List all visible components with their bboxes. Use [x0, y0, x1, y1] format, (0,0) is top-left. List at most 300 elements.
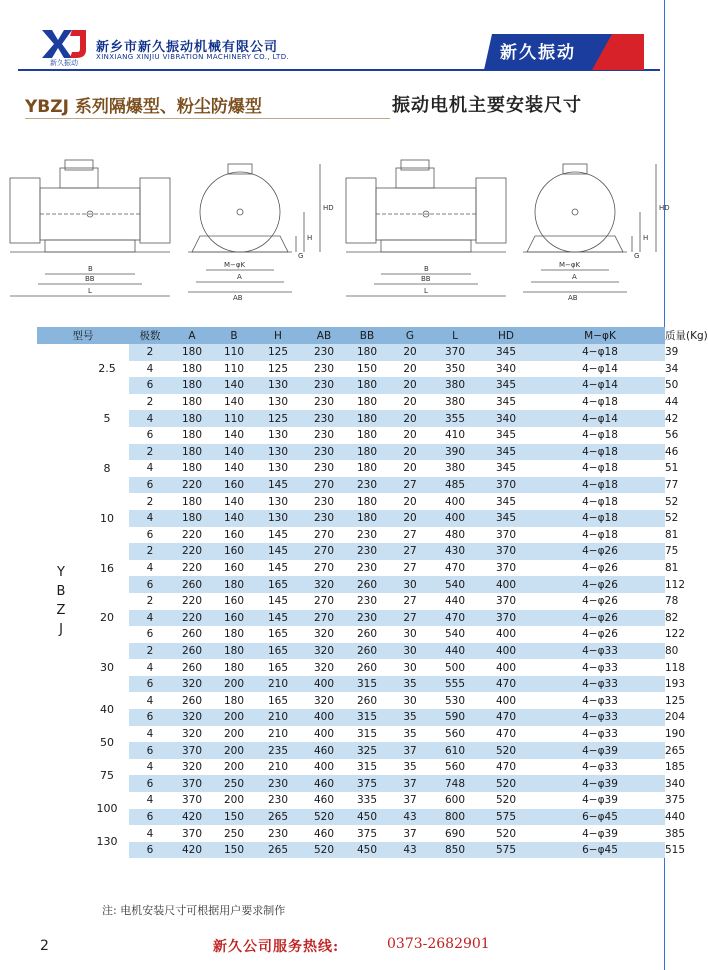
table-cell: 345 [477, 427, 535, 444]
table-cell: 370 [477, 593, 535, 610]
table-cell: 20 [387, 344, 433, 361]
table-cell: 200 [213, 742, 255, 759]
table-cell: 30 [387, 626, 433, 643]
table-cell: 130 [255, 394, 301, 411]
table-cell: 4−φ33 [535, 726, 665, 743]
table-cell: 370 [477, 527, 535, 544]
table-row: 4 220 160 145 270 230 27 470 370 4−φ26 82 [37, 610, 665, 627]
table-row: 130 4 370 250 230 460 375 37 690 520 4−φ39 385 [37, 825, 665, 842]
table-cell: 35 [387, 676, 433, 693]
brand-tag-label: 新久振动 [500, 43, 576, 63]
company-name-cn: 新乡市新久振动机械有限公司 [96, 40, 279, 55]
table-row: 6 220 160 145 270 230 27 485 370 4−φ18 77 [37, 477, 665, 494]
table-cell: 320 [171, 759, 213, 776]
table-cell: 27 [387, 543, 433, 560]
table-cell: 130 [255, 510, 301, 527]
table-cell: 180 [171, 410, 213, 427]
table-cell: 110 [213, 361, 255, 378]
table-cell: 230 [301, 377, 347, 394]
size-cell: 2.5 [85, 344, 129, 394]
table-cell: 520 [477, 792, 535, 809]
table-cell: 4−φ14 [535, 410, 665, 427]
table-cell: 230 [255, 775, 301, 792]
model-letter: Z [56, 603, 66, 619]
table-cell: 200 [213, 676, 255, 693]
table-cell: 140 [213, 460, 255, 477]
table-cell: 180 [347, 427, 387, 444]
label-A-2: A [572, 273, 577, 281]
table-cell: 230 [347, 610, 387, 627]
label-A-1: A [237, 273, 242, 281]
size-cell: 130 [85, 825, 129, 858]
size-cell: 20 [85, 593, 129, 643]
dimension-table [37, 327, 708, 858]
table-cell: 6 [129, 427, 171, 444]
table-cell: 575 [477, 809, 535, 826]
table-row: 100 4 370 200 230 460 335 37 600 520 4−φ39 375 [37, 792, 665, 809]
table-cell: 180 [213, 692, 255, 709]
table-cell: 180 [171, 427, 213, 444]
table-cell: 6 [129, 576, 171, 593]
table-cell: 165 [255, 643, 301, 660]
table-cell: 6 [129, 709, 171, 726]
table-cell: 30 [387, 576, 433, 593]
table-row: 40 4 260 180 165 320 260 30 530 400 4−φ33 125 [37, 692, 665, 709]
table-cell: 2 [129, 344, 171, 361]
size-cell: 16 [85, 543, 129, 593]
table-row: 6 260 180 165 320 260 30 540 400 4−φ26 112 [37, 576, 665, 593]
table-cell: 4 [129, 410, 171, 427]
table-cell: 6 [129, 742, 171, 759]
column-header: M−φK [535, 327, 665, 344]
table-cell: 470 [433, 610, 477, 627]
table-cell: 4 [129, 759, 171, 776]
table-cell: 160 [213, 543, 255, 560]
table-cell: 230 [301, 460, 347, 477]
table-cell: 315 [347, 709, 387, 726]
table-cell: 850 [433, 842, 477, 859]
table-row: 4 180 140 130 230 180 20 380 345 4−φ18 51 [37, 460, 665, 477]
table-cell: 345 [477, 493, 535, 510]
table-cell: 400 [301, 759, 347, 776]
table-cell: 220 [171, 543, 213, 560]
table-header-row: 型号 极数 A B H AB BB G L HD M−φK 质量(Kg) [37, 327, 665, 344]
table-cell: 20 [387, 444, 433, 461]
table-cell: 180 [171, 377, 213, 394]
table-cell: 345 [477, 460, 535, 477]
table-cell: 320 [301, 659, 347, 676]
table-cell: 340 [477, 361, 535, 378]
table-cell: 345 [477, 377, 535, 394]
table-cell: 4 [129, 510, 171, 527]
size-cell: 5 [85, 394, 129, 444]
table-cell: 320 [171, 709, 213, 726]
table-cell: 180 [171, 394, 213, 411]
table-cell: 400 [433, 493, 477, 510]
table-cell: 420 [171, 842, 213, 859]
logo-caption: 新久振动 [50, 59, 78, 67]
table-cell: 345 [477, 394, 535, 411]
table-cell: 375 [347, 775, 387, 792]
table-cell: 180 [171, 444, 213, 461]
table-cell: 520 [477, 825, 535, 842]
table-cell: 20 [387, 427, 433, 444]
table-cell: 165 [255, 692, 301, 709]
table-cell: 180 [171, 361, 213, 378]
table-cell: 315 [347, 726, 387, 743]
table-cell: 260 [171, 692, 213, 709]
table-cell: 6 [129, 809, 171, 826]
table-cell: 27 [387, 477, 433, 494]
table-cell: 230 [301, 493, 347, 510]
table-cell: 370 [171, 742, 213, 759]
size-cell: 10 [85, 493, 129, 543]
table-cell: 4−φ18 [535, 394, 665, 411]
table-cell: 4−φ14 [535, 361, 665, 378]
model-letter: B [56, 584, 66, 600]
table-cell: 37 [387, 775, 433, 792]
table-cell: 180 [347, 344, 387, 361]
table-cell: 690 [433, 825, 477, 842]
table-cell: 35 [387, 709, 433, 726]
motor-side-view-2 [346, 160, 506, 296]
table-cell: 4−φ26 [535, 560, 665, 577]
table-cell: 125 [255, 410, 301, 427]
table-row: 16 2 220 160 145 270 230 27 430 370 4−φ26 75 [37, 543, 665, 560]
size-cell: 100 [85, 792, 129, 825]
model-letter: Y [57, 565, 65, 581]
table-cell: 320 [301, 692, 347, 709]
table-cell: 140 [213, 493, 255, 510]
motor-dimension-drawings [0, 150, 680, 310]
table-cell: 145 [255, 543, 301, 560]
table-row: 8 2 180 140 130 230 180 20 390 345 4−φ18 46 [37, 444, 665, 461]
table-cell: 145 [255, 560, 301, 577]
table-cell: 470 [477, 726, 535, 743]
company-logo-icon [38, 28, 90, 66]
table-cell: 220 [171, 527, 213, 544]
table-cell: 590 [433, 709, 477, 726]
table-cell: 180 [347, 410, 387, 427]
table-cell: 2 [129, 543, 171, 560]
size-cell: 30 [85, 643, 129, 693]
table-row: 6 260 180 165 320 260 30 540 400 4−φ26 122 [37, 626, 665, 643]
table-cell: 230 [301, 444, 347, 461]
table-cell: 540 [433, 576, 477, 593]
table-cell: 460 [301, 775, 347, 792]
label-L-2: L [424, 287, 428, 295]
table-cell: 150 [347, 361, 387, 378]
table-cell: 315 [347, 759, 387, 776]
table-cell: 235 [255, 742, 301, 759]
table-cell: 4−φ18 [535, 510, 665, 527]
table-cell: 260 [171, 626, 213, 643]
table-cell: 4−φ18 [535, 477, 665, 494]
table-cell: 130 [255, 493, 301, 510]
column-header: H [255, 327, 301, 344]
column-header: 型号 [37, 327, 129, 344]
table-cell: 370 [171, 792, 213, 809]
column-header: A [171, 327, 213, 344]
table-cell: 160 [213, 527, 255, 544]
table-cell: 520 [477, 742, 535, 759]
table-cell: 210 [255, 709, 301, 726]
table-row: 6 320 200 210 400 315 35 590 470 4−φ33 204 [37, 709, 665, 726]
table-row: 6 320 200 210 400 315 35 555 470 4−φ33 193 [37, 676, 665, 693]
table-cell: 150 [213, 842, 255, 859]
table-cell: 20 [387, 377, 433, 394]
table-cell: 220 [171, 593, 213, 610]
table-cell: 4−φ33 [535, 659, 665, 676]
table-cell: 520 [301, 842, 347, 859]
table-cell: 370 [477, 560, 535, 577]
label-BB-2: BB [421, 275, 431, 283]
table-cell: 270 [301, 543, 347, 560]
model-cell [37, 344, 85, 858]
table-cell: 460 [301, 742, 347, 759]
table-cell: 35 [387, 726, 433, 743]
table-cell: 4−φ33 [535, 759, 665, 776]
table-cell: 220 [171, 610, 213, 627]
table-cell: 460 [301, 792, 347, 809]
table-cell: 43 [387, 842, 433, 859]
table-cell: 4 [129, 361, 171, 378]
label-MK-2: M−φK [559, 261, 581, 269]
table-cell: 6 [129, 676, 171, 693]
table-cell: 165 [255, 626, 301, 643]
table-cell: 180 [213, 643, 255, 660]
footer-note: 注: 电机安装尺寸可根据用户要求制作 [102, 904, 286, 917]
table-row: Y B Z J 2.5 2 180 110 125 230 180 20 370 345 4−φ18 39 [37, 344, 665, 361]
table-cell: 125 [255, 361, 301, 378]
table-cell: 270 [301, 527, 347, 544]
table-row: 30 2 260 180 165 320 260 30 440 400 4−φ33 80 [37, 643, 665, 660]
table-cell: 110 [213, 410, 255, 427]
label-B-2: B [424, 265, 429, 273]
table-cell: 370 [477, 477, 535, 494]
table-cell: 27 [387, 527, 433, 544]
table-cell: 4 [129, 726, 171, 743]
table-cell: 345 [477, 444, 535, 461]
table-cell: 6 [129, 527, 171, 544]
table-cell: 180 [347, 394, 387, 411]
table-cell: 30 [387, 659, 433, 676]
table-cell: 230 [347, 477, 387, 494]
table-cell: 270 [301, 610, 347, 627]
table-cell: 320 [171, 726, 213, 743]
table-cell: 340 [477, 410, 535, 427]
table-cell: 145 [255, 527, 301, 544]
model-letter: J [59, 622, 63, 638]
motor-side-view-1 [10, 160, 170, 296]
table-cell: 37 [387, 792, 433, 809]
table-cell: 140 [213, 427, 255, 444]
table-cell: 230 [255, 792, 301, 809]
table-cell: 180 [213, 626, 255, 643]
label-MK-1: M−φK [224, 261, 246, 269]
table-cell: 145 [255, 477, 301, 494]
motor-end-view-1 [188, 164, 334, 302]
table-cell: 4−φ39 [535, 775, 665, 792]
page-header [0, 0, 680, 80]
table-row: 6 180 140 130 230 180 20 410 345 4−φ18 56 [37, 427, 665, 444]
table-cell: 27 [387, 593, 433, 610]
table-cell: 130 [255, 444, 301, 461]
table-row: 5 2 180 140 130 230 180 20 380 345 4−φ18 44 [37, 394, 665, 411]
table-cell: 180 [171, 493, 213, 510]
table-cell: 2 [129, 643, 171, 660]
table-cell: 200 [213, 709, 255, 726]
table-cell: 20 [387, 510, 433, 527]
table-cell: 460 [301, 825, 347, 842]
table-cell: 30 [387, 643, 433, 660]
table-cell: 4−φ14 [535, 377, 665, 394]
table-cell: 180 [347, 444, 387, 461]
table-cell: 6 [129, 626, 171, 643]
table-cell: 520 [301, 809, 347, 826]
table-cell: 4−φ26 [535, 626, 665, 643]
table-cell: 800 [433, 809, 477, 826]
table-cell: 400 [301, 726, 347, 743]
table-cell: 140 [213, 377, 255, 394]
table-cell: 335 [347, 792, 387, 809]
table-cell: 230 [347, 560, 387, 577]
table-cell: 400 [477, 643, 535, 660]
table-cell: 6 [129, 377, 171, 394]
table-cell: 350 [433, 361, 477, 378]
column-header: L [433, 327, 477, 344]
table-cell: 4−φ18 [535, 444, 665, 461]
table-cell: 180 [171, 344, 213, 361]
table-row: 20 2 220 160 145 270 230 27 440 370 4−φ26 78 [37, 593, 665, 610]
table-cell: 27 [387, 560, 433, 577]
table-cell: 560 [433, 726, 477, 743]
table-cell: 6−φ45 [535, 809, 665, 826]
table-cell: 270 [301, 477, 347, 494]
table-cell: 320 [171, 676, 213, 693]
table-cell: 180 [347, 460, 387, 477]
table-body [37, 344, 686, 858]
column-header: BB [347, 327, 387, 344]
table-cell: 43 [387, 809, 433, 826]
size-cell: 75 [85, 759, 129, 792]
page-number: 2 [40, 938, 49, 954]
table-cell: 370 [477, 610, 535, 627]
table-cell: 260 [347, 659, 387, 676]
table-cell: 180 [171, 460, 213, 477]
table-cell: 260 [347, 576, 387, 593]
table-cell: 210 [255, 726, 301, 743]
table-cell: 20 [387, 361, 433, 378]
table-cell: 320 [301, 643, 347, 660]
table-cell: 2 [129, 444, 171, 461]
table-cell: 4−φ18 [535, 427, 665, 444]
table-row: 6 220 160 145 270 230 27 480 370 4−φ18 81 [37, 527, 665, 544]
table-cell: 260 [347, 692, 387, 709]
table-cell: 145 [255, 610, 301, 627]
table-cell: 210 [255, 759, 301, 776]
table-cell: 4−φ39 [535, 792, 665, 809]
table-cell: 470 [477, 759, 535, 776]
table-cell: 4 [129, 460, 171, 477]
table-cell: 230 [347, 593, 387, 610]
table-cell: 230 [255, 825, 301, 842]
table-row: 50 4 320 200 210 400 315 35 560 470 4−φ33 190 [37, 726, 665, 743]
table-cell: 160 [213, 560, 255, 577]
column-header: 极数 [129, 327, 171, 344]
table-cell: 345 [477, 510, 535, 527]
table-cell: 30 [387, 692, 433, 709]
table-cell: 6 [129, 477, 171, 494]
table-cell: 325 [347, 742, 387, 759]
column-header: AB [301, 327, 347, 344]
table-cell: 37 [387, 742, 433, 759]
table-cell: 230 [301, 344, 347, 361]
table-cell: 260 [171, 643, 213, 660]
table-cell: 610 [433, 742, 477, 759]
table-cell: 27 [387, 610, 433, 627]
table-cell: 370 [171, 775, 213, 792]
table-row: 4 260 180 165 320 260 30 500 400 4−φ33 118 [37, 659, 665, 676]
table-cell: 400 [477, 659, 535, 676]
table-cell: 4−φ39 [535, 825, 665, 842]
table-cell: 200 [213, 792, 255, 809]
label-H-1: H [307, 234, 313, 242]
table-cell: 4 [129, 792, 171, 809]
table-cell: 250 [213, 775, 255, 792]
table-cell: 4 [129, 560, 171, 577]
table-cell: 110 [213, 344, 255, 361]
table-cell: 125 [255, 344, 301, 361]
table-cell: 130 [255, 460, 301, 477]
table-cell: 470 [433, 560, 477, 577]
label-BB-1: BB [85, 275, 95, 283]
table-cell: 600 [433, 792, 477, 809]
table-row: 6 420 150 265 520 450 43 850 575 6−φ45 515 [37, 842, 665, 859]
company-name-en: XINXIANG XINJIU VIBRATION MACHINERY CO., LTD. [96, 53, 290, 61]
table-row: 4 220 160 145 270 230 27 470 370 4−φ26 81 [37, 560, 665, 577]
title-underline [25, 118, 390, 119]
table-cell: 400 [477, 626, 535, 643]
table-cell: 400 [477, 692, 535, 709]
table-cell: 375 [347, 825, 387, 842]
column-header: B [213, 327, 255, 344]
table-cell: 270 [301, 560, 347, 577]
size-cell: 40 [85, 692, 129, 725]
table-cell: 220 [171, 477, 213, 494]
table-cell: 370 [433, 344, 477, 361]
table-cell: 4 [129, 659, 171, 676]
table-cell: 160 [213, 610, 255, 627]
table-cell: 165 [255, 576, 301, 593]
table-row: 4 180 110 125 230 150 20 350 340 4−φ14 34 [37, 361, 665, 378]
table-cell: 315 [347, 676, 387, 693]
table-cell: 260 [347, 643, 387, 660]
table-cell: 230 [301, 510, 347, 527]
table-row: 6 370 250 230 460 375 37 748 520 4−φ39 340 [37, 775, 665, 792]
table-cell: 20 [387, 394, 433, 411]
series-title: YBZJ 系列隔爆型、粉尘防爆型 [25, 97, 262, 117]
table-cell: 370 [171, 825, 213, 842]
table-cell: 4−φ26 [535, 543, 665, 560]
table-cell: 470 [477, 709, 535, 726]
table-cell: 4 [129, 825, 171, 842]
hotline-number: 0373-2682901 [387, 936, 490, 952]
table-cell: 440 [433, 593, 477, 610]
motor-end-view-2 [523, 164, 670, 302]
table-cell: 20 [387, 493, 433, 510]
table-cell: 230 [347, 543, 387, 560]
